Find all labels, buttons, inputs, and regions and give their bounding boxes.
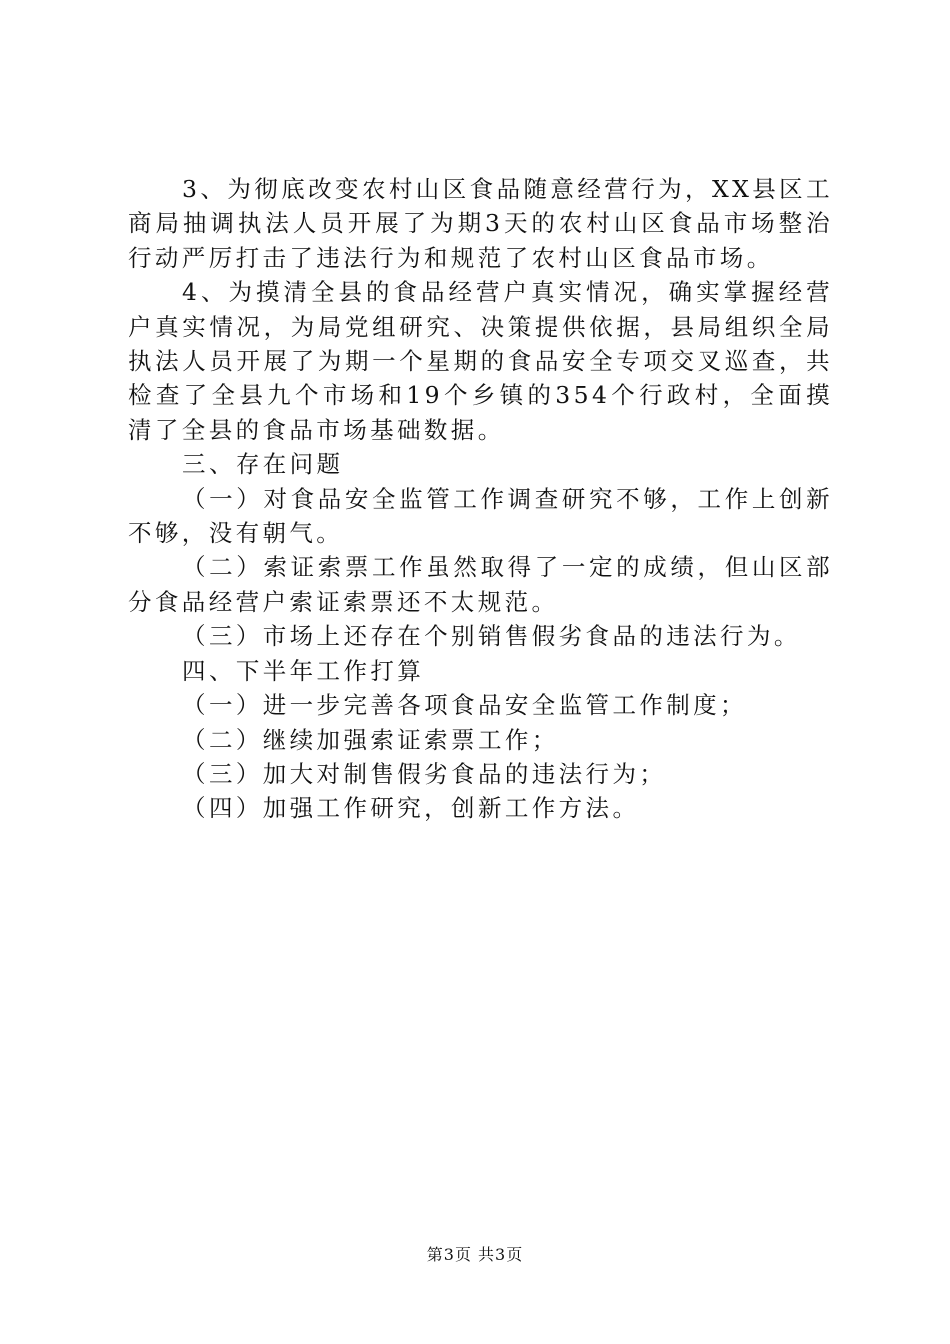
- plan-item-1: （一）进一步完善各项食品安全监管工作制度；: [182, 691, 747, 720]
- paragraph-item-4: 4、为摸清全县的食品经营户真实情况，确实掌握经营户真实情况，为局党组研究、决策提供依据，县局组织全局执法人员开展了为期一个星期的食品安全专项交叉巡查，共检查了全县九个市场和19个乡镇的354个行政村，全面摸清了全县的食品市场基础数据。: [128, 278, 833, 444]
- plan-item-4: （四）加强工作研究，创新工作方法。: [182, 794, 640, 823]
- problem-item-2: （二）索证索票工作虽然取得了一定的成绩，但山区部分食品经营户索证索票还不太规范。: [128, 553, 833, 616]
- plan-item-3: （三）加大对制售假劣食品的违法行为；: [182, 759, 667, 788]
- page-number-footer: 第3页 共3页: [426, 1245, 524, 1264]
- plan-item-2: （二）继续加强索证索票工作；: [182, 725, 559, 754]
- problem-item-3: （三）市场上还存在个别销售假劣食品的违法行为。: [182, 622, 801, 651]
- paragraph-item-3: 3、为彻底改变农村山区食品随意经营行为，XX县区工商局抽调执法人员开展了为期3天的农村山区食品市场整治行动严厉打击了违法行为和规范了农村山区食品市场。: [128, 175, 833, 272]
- problem-item-1: （一）对食品安全监管工作调查研究不够，工作上创新不够，没有朝气。: [128, 484, 833, 548]
- section-heading-plans: 四、下半年工作打算: [182, 656, 425, 685]
- section-heading-problems: 三、存在问题: [182, 450, 344, 479]
- document-body: [128, 172, 833, 826]
